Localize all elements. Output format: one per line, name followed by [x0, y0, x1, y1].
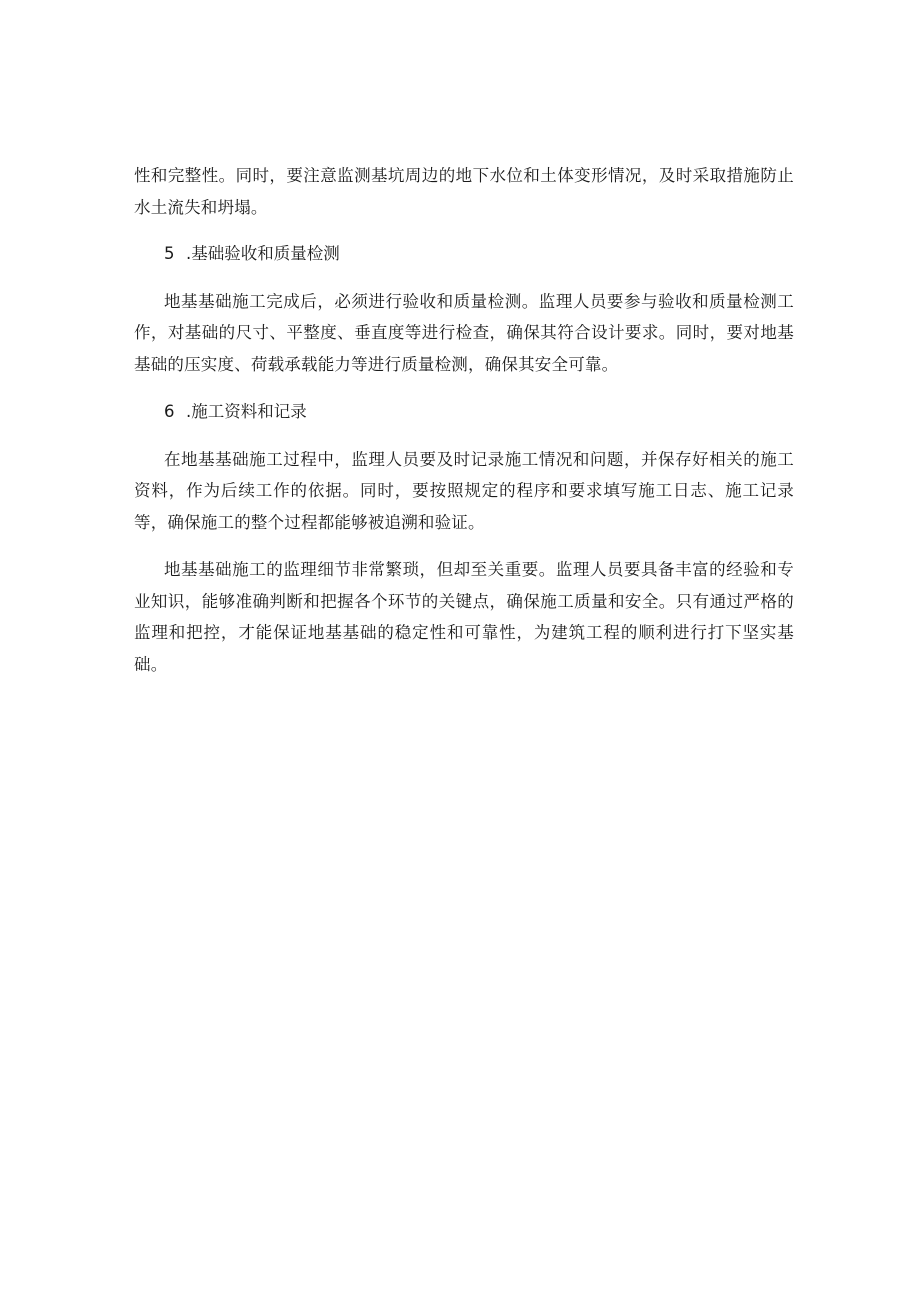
- section-title: .施工资料和记录: [186, 402, 307, 421]
- paragraph-continuation: 性和完整性。同时，要注意监测基坑周边的地下水位和土体变形情况，及时采取措施防止水土流失和坍塌。: [134, 166, 794, 217]
- document-body: [134, 160, 794, 680]
- paragraph-conclusion: 地基基础施工的监理细节非常繁琐，但却至关重要。监理人员要具备丰富的经验和专业知识，能够准确判断和把握各个环节的关键点，确保施工质量和安全。只有通过严格的监理和把控，才能保证地基基础的稳定性和可靠性，为建筑工程的顺利进行打下坚实基础。: [134, 560, 794, 674]
- section-number: 6: [164, 402, 175, 421]
- paragraph-construction-records: 在地基基础施工过程中，监理人员要及时记录施工情况和问题，并保存好相关的施工资料，作为后续工作的依据。同时，要按照规定的程序和要求填写施工日志、施工记录等，确保施工的整个过程都能够被追溯和验证。: [134, 449, 794, 532]
- section-heading-6: [134, 396, 794, 428]
- section-title: .基础验收和质量检测: [186, 244, 340, 263]
- section-number: 5: [164, 244, 175, 263]
- paragraph-foundation-acceptance: 地基基础施工完成后，必须进行验收和质量检测。监理人员要参与验收和质量检测工作，对基础的尺寸、平整度、垂直度等进行检查，确保其符合设计要求。同时，要对地基基础的压实度、荷载承载能力等进行质量检测，确保其安全可靠。: [134, 291, 794, 374]
- section-heading-5: [134, 238, 794, 270]
